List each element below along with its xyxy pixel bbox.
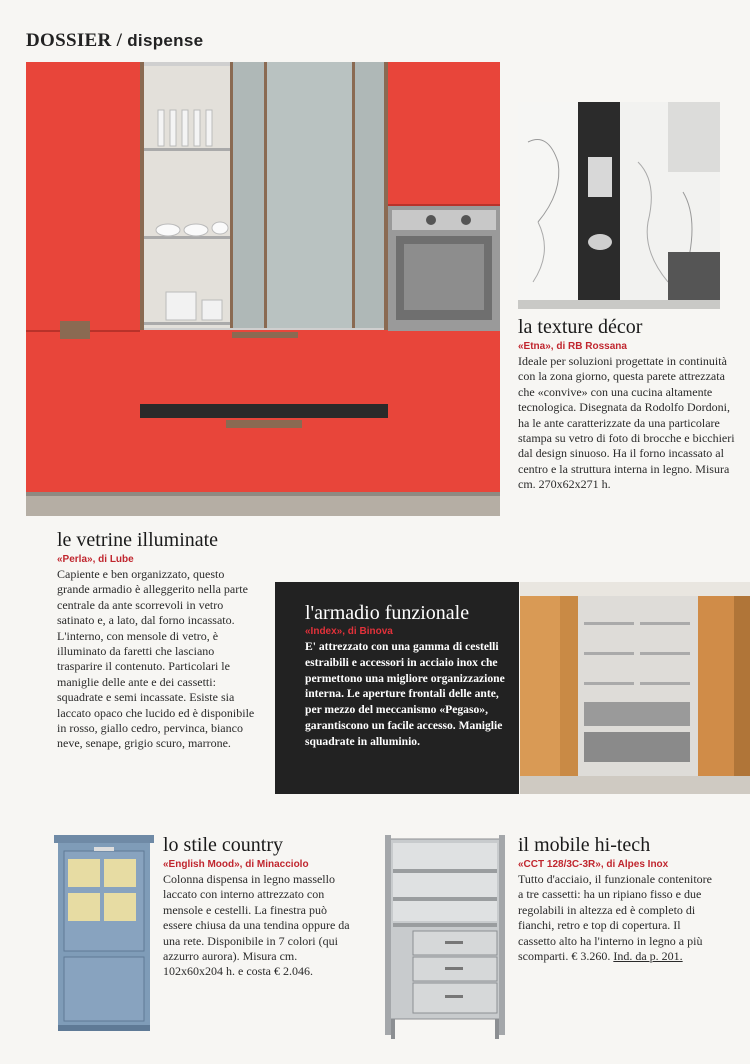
section-separator: / [116, 30, 123, 51]
index-reference: Ind. da p. 201. [613, 949, 683, 964]
english-mood-photo [52, 833, 156, 1033]
section-title: DOSSIER [26, 30, 112, 51]
product-name: «Etna» [518, 341, 551, 352]
article-title: il mobile hi-tech [518, 834, 651, 856]
product-name: «CCT 128/3C-3R» [518, 859, 601, 870]
article-credit [305, 625, 507, 639]
article-title: le vetrine illuminate [57, 529, 219, 551]
article-body: E' attrezzato con una gamma di cestelli estraibili e accessori in acciaio inox che permettono una migliore organizzazione interna. Le aperture frontali delle ante, per mezzo del meccanismo «Pegaso», garantiscono un facile accesso. Maniglie squadrate in alluminio. [305, 640, 505, 748]
manufacturer: , di Minacciolo [239, 859, 309, 870]
article-credit [518, 340, 736, 354]
manufacturer: , di RB Rossana [550, 341, 627, 352]
article-credit [163, 858, 358, 872]
subsection-title: dispense [127, 31, 204, 50]
article-title: l'armadio funzionale [305, 602, 470, 624]
etna-article [518, 316, 736, 493]
manufacturer: , di Binova [342, 626, 393, 637]
product-name: «English Mood» [163, 859, 240, 870]
index-photo [520, 582, 750, 794]
article-body-text: Tutto d'acciaio, il funzionale contenitore a tre cassetti: ha un ripiano fisso e due regolabili in altezza ed è completo di fianchi, retro e top di copertura. Il cassetto alto ha l'interno in legno a più scomparti. € 3.260. [518, 872, 712, 964]
article-credit [518, 858, 718, 872]
english-mood-article [163, 834, 358, 980]
perla-photo [26, 62, 500, 516]
article-credit [57, 553, 255, 567]
manufacturer: , di Alpes Inox [600, 859, 669, 870]
perla-article [57, 529, 255, 752]
manufacturer: , di Lube [92, 554, 134, 565]
article-body [518, 872, 718, 964]
cct-article [518, 834, 718, 964]
article-body: Ideale per soluzioni progettate in continuità con la zona giorno, questa parete attrezzata che «convive» con una cucina altamente tecnologica. Disegnata da Rodolfo Dordoni, ha le ante caratterizzate da una particolare stampa su vetro di foto di brocche e bicchieri dal design sinuoso. Ha il forno incassato al centro e la struttura interna in legno. Misura cm. 270x62x271 h. [518, 354, 735, 492]
article-title: la texture décor [518, 316, 643, 338]
index-article [275, 582, 519, 794]
product-name: «Index» [305, 626, 343, 637]
article-body: Capiente e ben organizzato, questo grande armadio è alleggerito nella parte centrale da ante scorrevoli in vetro satinato e, a lato, dal forno incassato. L'interno, con mensole di vetro, è illuminato da faretti che lasciano trasparire il contenuto. Particolari le maniglie delle ante e dei cassetti: squadrate e semi incassate. Esiste sia laccato opaco che lucido ed è disponibile in rosso, giallo cedro, pervinca, bianco neve, senape, grigio scuro, marrone. [57, 567, 255, 751]
product-name: «Perla» [57, 554, 93, 565]
etna-photo [518, 102, 720, 309]
cct-photo [383, 835, 507, 1041]
article-body: Colonna dispensa in legno massello laccato con interno attrezzato con mensole e cestelli. La finestra può essere chiusa da una tendina oppure da una rete. Disponibile in 7 colori (qui azzurro aurora). Misura cm. 102x60x204 h. e costa € 2.046. [163, 872, 350, 979]
page-header [26, 30, 203, 52]
article-title: lo stile country [163, 834, 283, 856]
